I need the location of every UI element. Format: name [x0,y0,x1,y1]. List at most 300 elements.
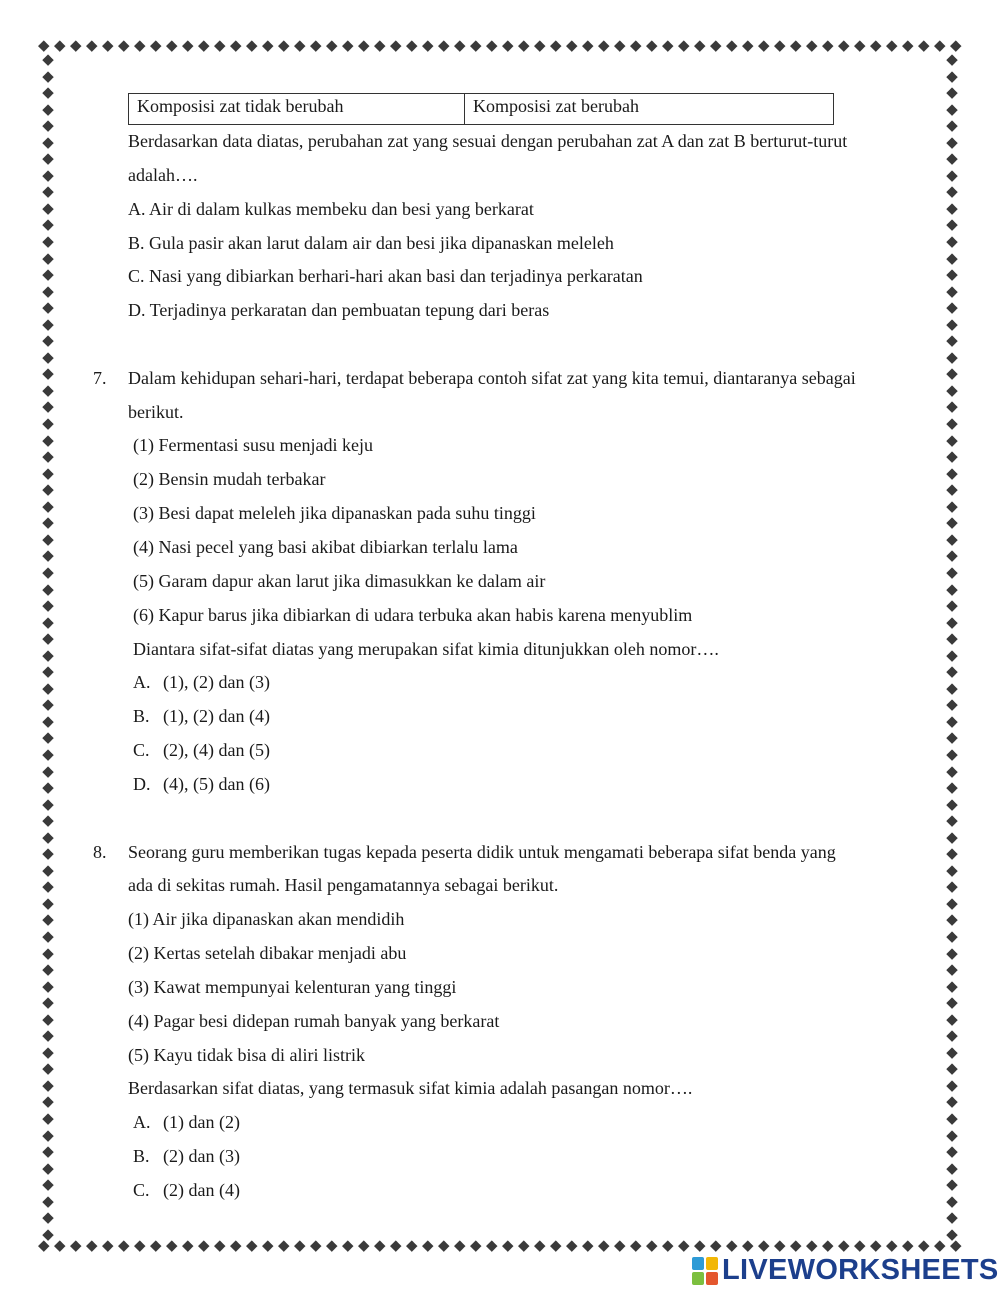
logo-tile [706,1272,718,1285]
border-diamond-icon: ◆ [42,1125,54,1144]
border-diamond-icon: ◆ [230,1236,242,1254]
q7-option-d[interactable] [133,773,270,795]
border-diamond-icon: ◆ [42,83,54,102]
q7-stem-line2: berikut. [128,402,184,422]
border-diamond-icon: ◆ [42,298,54,317]
border-diamond-icon: ◆ [518,36,530,54]
border-diamond-icon: ◆ [946,943,958,962]
option-text: (1), (2) dan (4) [163,706,270,726]
border-diamond-icon: ◆ [358,36,370,54]
option-label: A. [133,1112,151,1132]
border-diamond-icon: ◆ [946,562,958,581]
q6-option-d[interactable]: D. Terjadinya perkaratan dan pembuatan tepung dari beras [128,300,550,320]
logo-tile [692,1272,704,1285]
q6-option-b[interactable]: B. Gula pasir akan larut dalam air dan besi jika dipanaskan meleleh [128,233,614,253]
border-diamond-icon: ◆ [774,1236,786,1254]
border-diamond-icon: ◆ [582,36,594,54]
border-diamond-icon: ◆ [838,1236,850,1254]
border-diamond-icon: ◆ [42,976,54,995]
border-diamond-icon: ◆ [42,844,54,863]
q7-item-5: (5) Garam dapur akan larut jika dimasukkan ke dalam air [133,571,546,591]
border-diamond-icon: ◆ [946,496,958,515]
border-diamond-icon: ◆ [946,182,958,201]
border-diamond-icon: ◆ [42,463,54,482]
q8-number: 8. [93,842,107,862]
border-diamond-icon: ◆ [946,695,958,714]
border-diamond-icon: ◆ [790,1236,802,1254]
border-diamond-icon: ◆ [946,612,958,631]
border-diamond-icon: ◆ [42,728,54,747]
border-diamond-icon: ◆ [42,66,54,85]
border-diamond-icon: ◆ [42,827,54,846]
border-diamond-icon: ◆ [246,1236,258,1254]
border-diamond-icon: ◆ [946,430,958,449]
border-diamond-icon: ◆ [946,165,958,184]
q6-stem-line1: Berdasarkan data diatas, perubahan zat yang sesuai dengan perubahan zat A dan zat B berturut-turut [128,131,848,151]
border-diamond-icon: ◆ [42,678,54,697]
option-text: (1), (2) dan (3) [163,672,270,692]
border-diamond-icon: ◆ [42,926,54,945]
border-diamond-icon: ◆ [470,36,482,54]
border-diamond-icon: ◆ [42,960,54,979]
border-diamond-icon: ◆ [422,1236,434,1254]
border-diamond-icon: ◆ [946,66,958,85]
border-diamond-icon: ◆ [946,860,958,879]
q7-option-a[interactable] [133,671,270,693]
border-diamond-icon: ◆ [946,1224,958,1243]
border-diamond-icon: ◆ [42,761,54,780]
border-diamond-icon: ◆ [454,1236,466,1254]
border-diamond-icon: ◆ [42,99,54,118]
border-diamond-icon: ◆ [886,1236,898,1254]
border-diamond-icon: ◆ [886,36,898,54]
border-diamond-icon: ◆ [42,480,54,499]
option-text: (1) dan (2) [163,1112,240,1132]
q8-option-b[interactable] [133,1145,240,1167]
liveworksheets-wordmark: LIVEWORKSHEETS [722,1254,999,1286]
option-text: (2) dan (3) [163,1146,240,1166]
border-diamond-icon: ◆ [38,36,50,54]
border-diamond-icon: ◆ [42,546,54,565]
border-diamond-icon: ◆ [566,1236,578,1254]
border-diamond-icon: ◆ [42,380,54,399]
q8-item-2: (2) Kertas setelah dibakar menjadi abu [128,943,407,963]
border-diamond-icon: ◆ [42,1109,54,1127]
border-diamond-icon: ◆ [42,215,54,234]
border-diamond-icon: ◆ [70,1236,82,1254]
border-diamond-icon: ◆ [42,1026,54,1045]
border-diamond-icon: ◆ [86,1236,98,1254]
border-diamond-icon: ◆ [214,36,226,54]
logo-tile [706,1257,718,1270]
border-diamond-icon: ◆ [42,1224,54,1243]
border-diamond-icon: ◆ [42,1175,54,1194]
border-diamond-icon: ◆ [102,36,114,54]
border-diamond-icon: ◆ [42,579,54,598]
border-right [944,52,960,1242]
border-diamond-icon: ◆ [662,1236,674,1254]
border-diamond-icon: ◆ [946,364,958,383]
border-diamond-icon: ◆ [166,36,178,54]
q8-item-3: (3) Kawat mempunyai kelenturan yang tinggi [128,977,457,997]
option-label: C. [133,1180,150,1200]
border-diamond-icon: ◆ [946,1125,958,1144]
border-diamond-icon: ◆ [946,678,958,697]
border-diamond-icon: ◆ [946,463,958,482]
border-diamond-icon: ◆ [946,960,958,979]
border-diamond-icon: ◆ [102,1236,114,1254]
border-diamond-icon: ◆ [42,562,54,581]
border-diamond-icon: ◆ [822,36,834,54]
border-diamond-icon: ◆ [42,1142,54,1161]
border-diamond-icon: ◆ [870,36,882,54]
border-diamond-icon: ◆ [946,281,958,300]
option-text: (2), (4) dan (5) [163,740,270,760]
border-diamond-icon: ◆ [486,36,498,54]
option-label: B. [133,706,150,726]
q7-option-c[interactable] [133,739,270,761]
border-diamond-icon: ◆ [534,1236,546,1254]
border-diamond-icon: ◆ [946,596,958,615]
border-diamond-icon: ◆ [694,36,706,54]
border-diamond-icon: ◆ [42,232,54,251]
border-diamond-icon: ◆ [822,1236,834,1254]
border-diamond-icon: ◆ [342,36,354,54]
q7-item-3: (3) Besi dapat meleleh jika dipanaskan pada suhu tinggi [133,503,536,523]
border-diamond-icon: ◆ [946,645,958,664]
border-diamond-icon: ◆ [946,331,958,350]
border-diamond-icon: ◆ [946,99,958,118]
border-diamond-icon: ◆ [278,36,290,54]
border-diamond-icon: ◆ [166,1236,178,1254]
border-diamond-icon: ◆ [946,265,958,284]
border-diamond-icon: ◆ [518,1236,530,1254]
border-diamond-icon: ◆ [946,529,958,548]
border-diamond-icon: ◆ [182,36,194,54]
border-diamond-icon: ◆ [42,1075,54,1094]
border-diamond-icon: ◆ [42,496,54,515]
border-diamond-icon: ◆ [946,546,958,565]
option-text: (2) dan (4) [163,1180,240,1200]
border-diamond-icon: ◆ [486,1236,498,1254]
border-diamond-icon: ◆ [790,36,802,54]
border-diamond-icon: ◆ [42,331,54,350]
border-diamond-icon: ◆ [214,1236,226,1254]
border-diamond-icon: ◆ [946,1075,958,1094]
border-diamond-icon: ◆ [838,36,850,54]
border-diamond-icon: ◆ [710,1236,722,1254]
border-diamond-icon: ◆ [946,794,958,813]
border-diamond-icon: ◆ [946,132,958,151]
border-diamond-icon: ◆ [326,1236,338,1254]
border-diamond-icon: ◆ [42,198,54,217]
border-diamond-icon: ◆ [42,877,54,896]
border-diamond-icon: ◆ [42,1009,54,1028]
border-diamond-icon: ◆ [946,1175,958,1194]
q8-item-1: (1) Air jika dipanaskan akan mendidih [128,909,405,929]
border-diamond-icon: ◆ [42,414,54,433]
border-diamond-icon: ◆ [758,36,770,54]
border-diamond-icon: ◆ [42,265,54,284]
border-diamond-icon: ◆ [806,1236,818,1254]
q7-item-4: (4) Nasi pecel yang basi akibat dibiarkan terlalu lama [133,537,518,557]
border-diamond-icon: ◆ [42,612,54,631]
border-diamond-icon: ◆ [678,1236,690,1254]
q8-item-5: (5) Kayu tidak bisa di aliri listrik [128,1045,365,1065]
border-left [40,52,56,1242]
border-diamond-icon: ◆ [598,36,610,54]
border-diamond-icon: ◆ [946,910,958,929]
border-diamond-icon: ◆ [438,1236,450,1254]
border-diamond-icon: ◆ [902,36,914,54]
border-diamond-icon: ◆ [694,1236,706,1254]
border-diamond-icon: ◆ [470,1236,482,1254]
logo-tile [692,1257,704,1270]
border-diamond-icon: ◆ [870,1236,882,1254]
border-diamond-icon: ◆ [390,1236,402,1254]
border-diamond-icon: ◆ [646,1236,658,1254]
table-cell-changed: Komposisi zat berubah [465,94,834,125]
border-diamond-icon: ◆ [630,1236,642,1254]
border-diamond-icon: ◆ [946,50,958,68]
border-diamond-icon: ◆ [42,1191,54,1210]
border-diamond-icon: ◆ [946,629,958,648]
border-diamond-icon: ◆ [950,1236,962,1254]
q6-option-c[interactable]: C. Nasi yang dibiarkan berhari-hari akan basi dan terjadinya perkaratan [128,266,643,286]
border-diamond-icon: ◆ [38,1236,50,1254]
border-diamond-icon: ◆ [42,1042,54,1061]
border-diamond-icon: ◆ [42,794,54,813]
q7-option-b[interactable] [133,705,270,727]
q7-item-2: (2) Bensin mudah terbakar [133,469,326,489]
border-diamond-icon: ◆ [946,811,958,830]
border-diamond-icon: ◆ [406,1236,418,1254]
border-diamond-icon: ◆ [902,1236,914,1254]
border-diamond-icon: ◆ [118,1236,130,1254]
border-diamond-icon: ◆ [198,1236,210,1254]
border-diamond-icon: ◆ [42,811,54,830]
border-diamond-icon: ◆ [946,827,958,846]
border-diamond-icon: ◆ [42,314,54,333]
q7-item-1: (1) Fermentasi susu menjadi keju [133,435,373,455]
border-diamond-icon: ◆ [390,36,402,54]
border-diamond-icon: ◆ [726,36,738,54]
border-diamond-icon: ◆ [262,36,274,54]
border-diamond-icon: ◆ [918,36,930,54]
border-diamond-icon: ◆ [310,36,322,54]
border-diamond-icon: ◆ [42,364,54,383]
border-diamond-icon: ◆ [946,314,958,333]
border-diamond-icon: ◆ [710,36,722,54]
border-diamond-icon: ◆ [946,844,958,863]
border-diamond-icon: ◆ [42,910,54,929]
border-diamond-icon: ◆ [614,36,626,54]
border-diamond-icon: ◆ [42,943,54,962]
border-diamond-icon: ◆ [246,36,258,54]
border-diamond-icon: ◆ [118,36,130,54]
border-diamond-icon: ◆ [502,36,514,54]
border-diamond-icon: ◆ [946,198,958,217]
option-label: B. [133,1146,150,1166]
border-diamond-icon: ◆ [42,662,54,681]
border-diamond-icon: ◆ [946,397,958,416]
border-diamond-icon: ◆ [42,1208,54,1227]
border-diamond-icon: ◆ [262,1236,274,1254]
border-diamond-icon: ◆ [946,993,958,1012]
border-diamond-icon: ◆ [946,778,958,797]
border-diamond-icon: ◆ [946,662,958,681]
border-diamond-icon: ◆ [806,36,818,54]
border-diamond-icon: ◆ [950,36,962,54]
border-bottom [38,1238,962,1254]
border-diamond-icon: ◆ [42,347,54,366]
option-label: D. [133,774,151,794]
border-diamond-icon: ◆ [42,860,54,879]
q6-option-a[interactable]: A. Air di dalam kulkas membeku dan besi yang berkarat [128,199,534,219]
border-diamond-icon: ◆ [774,36,786,54]
border-diamond-icon: ◆ [946,1009,958,1028]
border-diamond-icon: ◆ [42,893,54,912]
border-diamond-icon: ◆ [42,50,54,68]
border-diamond-icon: ◆ [42,513,54,532]
border-diamond-icon: ◆ [946,1208,958,1227]
border-diamond-icon: ◆ [630,36,642,54]
border-diamond-icon: ◆ [854,36,866,54]
border-diamond-icon: ◆ [42,281,54,300]
border-diamond-icon: ◆ [278,1236,290,1254]
border-diamond-icon: ◆ [198,36,210,54]
option-text: (4), (5) dan (6) [163,774,270,794]
q8-item-4: (4) Pagar besi didepan rumah banyak yang berkarat [128,1011,500,1031]
border-diamond-icon: ◆ [42,695,54,714]
q8-option-c[interactable] [133,1179,240,1201]
border-diamond-icon: ◆ [42,1092,54,1111]
table-cell-unchanged: Komposisi zat tidak berubah [129,94,465,125]
border-diamond-icon: ◆ [42,744,54,763]
border-diamond-icon: ◆ [42,711,54,730]
border-diamond-icon: ◆ [534,36,546,54]
border-diamond-icon: ◆ [294,36,306,54]
border-diamond-icon: ◆ [726,1236,738,1254]
border-diamond-icon: ◆ [946,480,958,499]
border-diamond-icon: ◆ [150,1236,162,1254]
border-diamond-icon: ◆ [946,976,958,995]
border-diamond-icon: ◆ [42,629,54,648]
composition-table [128,93,834,125]
border-diamond-icon: ◆ [42,149,54,168]
border-diamond-icon: ◆ [358,1236,370,1254]
liveworksheets-logo [692,1254,999,1287]
border-diamond-icon: ◆ [742,1236,754,1254]
border-diamond-icon: ◆ [946,298,958,317]
q8-stem-line1: Seorang guru memberikan tugas kepada peserta didik untuk mengamati beberapa sifat benda yang [128,842,836,862]
border-diamond-icon: ◆ [758,1236,770,1254]
liveworksheets-logo-icon [692,1257,718,1285]
border-diamond-icon: ◆ [42,529,54,548]
border-diamond-icon: ◆ [42,1158,54,1177]
border-diamond-icon: ◆ [946,893,958,912]
border-diamond-icon: ◆ [70,36,82,54]
border-diamond-icon: ◆ [678,36,690,54]
border-diamond-icon: ◆ [946,926,958,945]
border-diamond-icon: ◆ [42,397,54,416]
border-diamond-icon: ◆ [854,1236,866,1254]
border-diamond-icon: ◆ [946,1092,958,1111]
q8-stem-line2: ada di sekitas rumah. Hasil pengamatannya sebagai berikut. [128,875,559,895]
border-diamond-icon: ◆ [42,1059,54,1078]
border-diamond-icon: ◆ [438,36,450,54]
border-diamond-icon: ◆ [42,116,54,135]
border-diamond-icon: ◆ [946,1026,958,1045]
option-label: C. [133,740,150,760]
border-diamond-icon: ◆ [326,36,338,54]
border-diamond-icon: ◆ [86,36,98,54]
border-diamond-icon: ◆ [934,1236,946,1254]
border-diamond-icon: ◆ [42,248,54,267]
border-diamond-icon: ◆ [134,1236,146,1254]
border-diamond-icon: ◆ [42,182,54,201]
border-diamond-icon: ◆ [582,1236,594,1254]
border-diamond-icon: ◆ [42,132,54,151]
border-diamond-icon: ◆ [946,149,958,168]
border-diamond-icon: ◆ [946,83,958,102]
border-diamond-icon: ◆ [422,36,434,54]
border-diamond-icon: ◆ [646,36,658,54]
border-diamond-icon: ◆ [134,36,146,54]
border-diamond-icon: ◆ [946,728,958,747]
border-diamond-icon: ◆ [946,877,958,896]
border-diamond-icon: ◆ [230,36,242,54]
border-diamond-icon: ◆ [502,1236,514,1254]
border-diamond-icon: ◆ [946,579,958,598]
q6-stem-line2: adalah…. [128,165,198,185]
border-diamond-icon: ◆ [946,744,958,763]
border-diamond-icon: ◆ [946,513,958,532]
border-diamond-icon: ◆ [946,414,958,433]
border-diamond-icon: ◆ [42,645,54,664]
border-diamond-icon: ◆ [946,761,958,780]
border-diamond-icon: ◆ [598,1236,610,1254]
border-diamond-icon: ◆ [374,36,386,54]
border-diamond-icon: ◆ [42,430,54,449]
q7-question: Diantara sifat-sifat diatas yang merupakan sifat kimia ditunjukkan oleh nomor…. [133,639,719,659]
border-diamond-icon: ◆ [550,1236,562,1254]
q7-stem-line1: Dalam kehidupan sehari-hari, terdapat beberapa contoh sifat zat yang kita temui, diantaranya sebagai [128,368,856,388]
border-diamond-icon: ◆ [946,1109,958,1127]
border-diamond-icon: ◆ [946,1059,958,1078]
border-top [38,38,962,54]
border-diamond-icon: ◆ [42,596,54,615]
border-diamond-icon: ◆ [614,1236,626,1254]
border-diamond-icon: ◆ [550,36,562,54]
border-diamond-icon: ◆ [946,116,958,135]
option-label: A. [133,672,151,692]
border-diamond-icon: ◆ [54,1236,66,1254]
border-diamond-icon: ◆ [742,36,754,54]
border-diamond-icon: ◆ [946,1158,958,1177]
border-diamond-icon: ◆ [454,36,466,54]
q8-option-a[interactable] [133,1111,240,1133]
border-diamond-icon: ◆ [42,447,54,466]
border-diamond-icon: ◆ [946,1191,958,1210]
border-diamond-icon: ◆ [946,215,958,234]
border-diamond-icon: ◆ [406,36,418,54]
border-diamond-icon: ◆ [946,380,958,399]
border-diamond-icon: ◆ [566,36,578,54]
border-diamond-icon: ◆ [946,347,958,366]
border-diamond-icon: ◆ [946,711,958,730]
border-diamond-icon: ◆ [662,36,674,54]
